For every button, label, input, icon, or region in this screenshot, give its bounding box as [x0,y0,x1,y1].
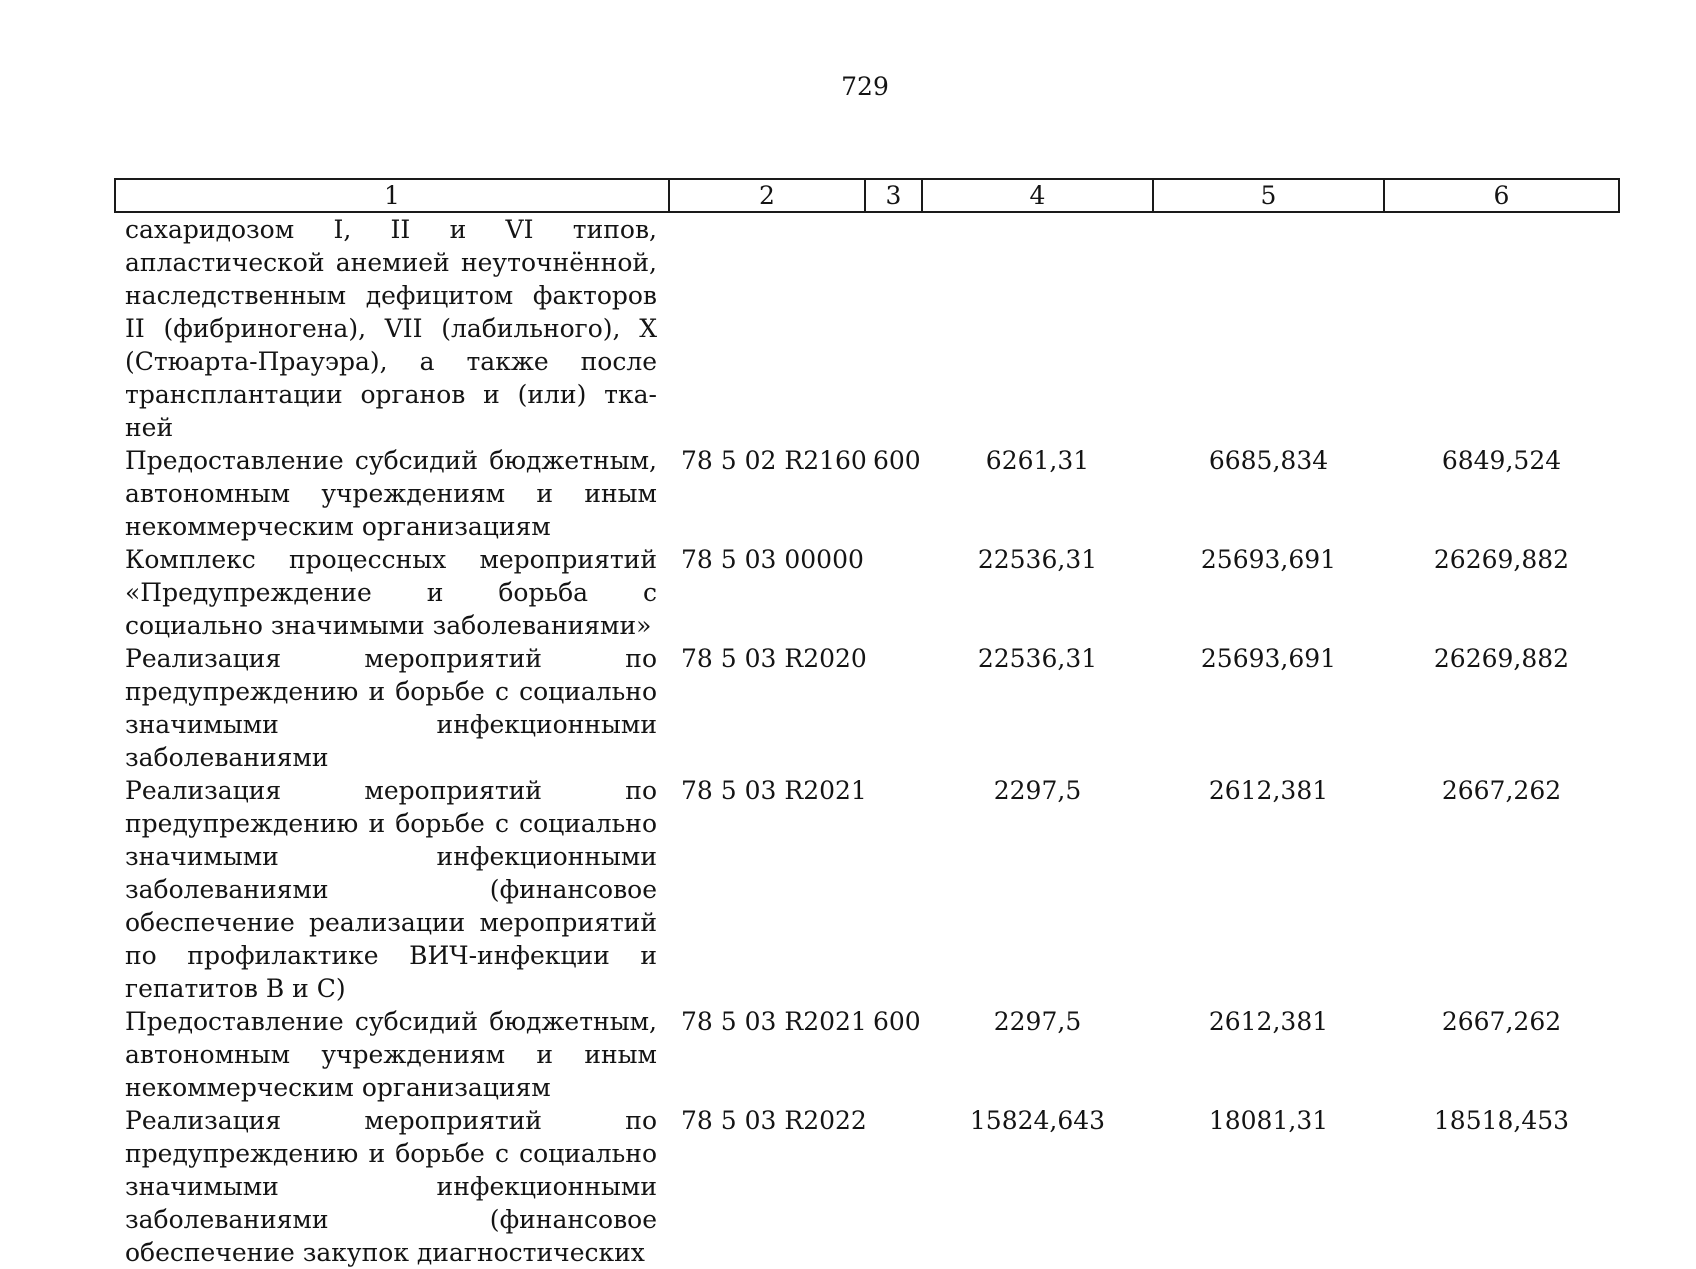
row-code [669,212,865,444]
column-header-1: 1 [115,179,669,212]
row-value-col6: 18518,453 [1433,1106,1570,1135]
column-header-4: 4 [922,179,1153,212]
row-description: Реализация мероприятий по предупреждению и борьбе с социально значимыми инфекционными заболеваниями [125,644,657,772]
row-code: 78 5 02 R2160 [681,446,867,475]
row-value-col6 [1384,212,1619,444]
row-value-col5: 25693,691 [1200,644,1337,673]
row-description: Реализация мероприятий по предупреждению и борьбе с социально значимыми инфекционными заболеваниями (финансовое обеспечение реализации мероприятий по профилактике ВИЧ-инфекции и гепатитов B и C) [125,776,657,1003]
table-row [115,212,1619,444]
row-description: Комплекс процессных мероприятий «Предупреждение и борьба с социально значимыми заболеваниями» [125,545,657,640]
row-code: 78 5 03 R2021 [681,1007,867,1036]
row-value-col6: 26269,882 [1433,545,1570,574]
table-row [115,642,1619,774]
row-description: Предоставление субсидий бюджетным, автономным учреждениям и иным некоммерческим организациям [125,1007,657,1102]
row-code: 78 5 03 00000 [681,545,864,574]
row-type [865,543,922,642]
row-type [865,212,922,444]
row-value-col4: 2297,5 [993,1007,1082,1036]
row-type [865,774,922,1005]
row-type: 600 [873,446,921,475]
row-code: 78 5 03 R2021 [681,776,867,805]
row-type [865,1104,922,1269]
table-row [115,1005,1619,1104]
row-value-col5: 6685,834 [1208,446,1329,475]
row-code: 78 5 03 R2020 [681,644,867,673]
column-header-6: 6 [1384,179,1619,212]
row-type: 600 [873,1007,921,1036]
row-value-col5: 2612,381 [1208,776,1329,805]
table-row [115,774,1619,1005]
row-code: 78 5 03 R2022 [681,1106,867,1135]
row-type [865,642,922,774]
column-header-2: 2 [669,179,865,212]
row-description: Реализация мероприятий по предупреждению и борьбе с социально значимыми инфекционными заболеваниями (финансовое обеспечение закупок диагностических [125,1106,657,1267]
table-row [115,444,1619,543]
row-description: Предоставление субсидий бюджетным, автономным учреждениям и иным некоммерческим организациям [125,446,657,541]
row-value-col6: 6849,524 [1441,446,1562,475]
row-value-col4: 15824,643 [969,1106,1106,1135]
page-number: 729 [841,72,889,101]
row-value-col4 [922,212,1153,444]
row-value-col5: 18081,31 [1208,1106,1329,1135]
column-header-5: 5 [1153,179,1384,212]
row-value-col5: 25693,691 [1200,545,1337,574]
row-value-col6: 2667,262 [1441,1007,1562,1036]
row-value-col4: 6261,31 [985,446,1090,475]
column-header-3: 3 [865,179,922,212]
row-value-col4: 2297,5 [993,776,1082,805]
row-value-col6: 2667,262 [1441,776,1562,805]
row-value-col6: 26269,882 [1433,644,1570,673]
row-value-col5 [1153,212,1384,444]
row-value-col4: 22536,31 [977,644,1098,673]
table-row [115,1104,1619,1269]
budget-table [114,178,1620,1269]
table-row [115,543,1619,642]
table-header-row [115,179,1619,212]
row-value-col5: 2612,381 [1208,1007,1329,1036]
row-value-col4: 22536,31 [977,545,1098,574]
row-description: сахаридозом I, II и VI типов, апластической анемией неуточнённой, наследственным дефицитом факторов II (фибриногена), VII (лабильного), X (Стюарта-Прауэра), а также после трансплантации органов и (или) тканей [125,215,657,442]
